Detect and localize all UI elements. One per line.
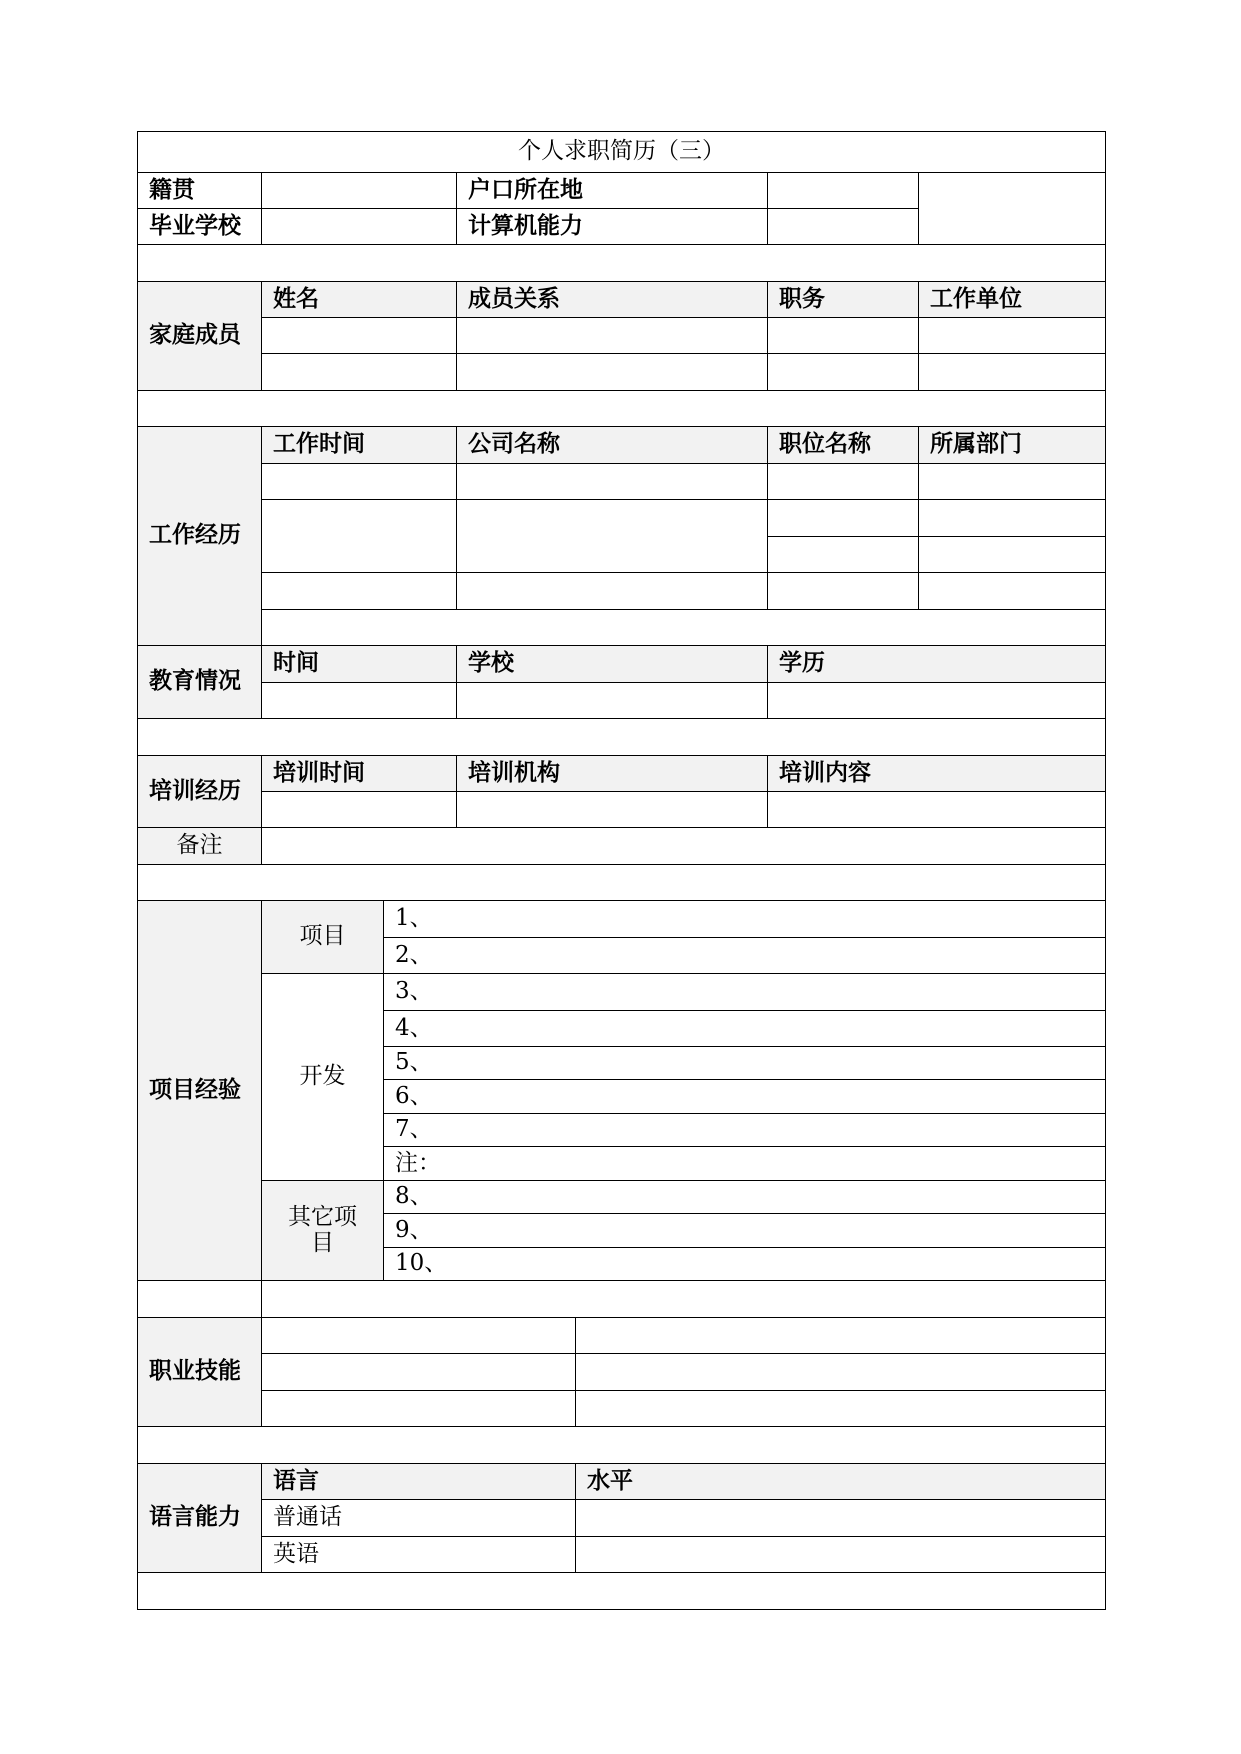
work-header-title: 职位名称 (768, 427, 919, 464)
photo-box[interactable] (919, 173, 1106, 245)
work-cell[interactable] (768, 537, 919, 573)
work-cell[interactable] (262, 464, 457, 500)
work-cell[interactable] (262, 500, 457, 573)
project-note[interactable]: 注： (384, 1147, 1106, 1181)
family-header-position: 职务 (768, 282, 919, 318)
skill-cell[interactable] (576, 1318, 1106, 1354)
family-header-employer: 工作单位 (919, 282, 1106, 318)
family-cell[interactable] (919, 354, 1106, 391)
language-english: 英语 (262, 1537, 576, 1573)
computer-field[interactable] (768, 209, 919, 245)
project-item[interactable]: 3、 (384, 974, 1106, 1011)
family-header-relation: 成员关系 (457, 282, 768, 318)
work-cell[interactable] (457, 464, 768, 500)
language-mandarin: 普通话 (262, 1500, 576, 1537)
edu-cell[interactable] (457, 683, 768, 719)
work-header-dept: 所属部门 (919, 427, 1106, 464)
training-cell[interactable] (457, 792, 768, 828)
spacer-row (138, 719, 1106, 756)
spacer-row (138, 391, 1106, 427)
skill-cell[interactable] (262, 1354, 576, 1391)
project-item[interactable]: 7、 (384, 1114, 1106, 1147)
skill-cell[interactable] (576, 1354, 1106, 1391)
hukou-field[interactable] (768, 173, 919, 209)
native-place-label: 籍贯 (138, 173, 262, 209)
work-cell[interactable] (768, 573, 919, 610)
edu-header-degree: 学历 (768, 646, 1106, 683)
other-group-label (262, 1181, 384, 1281)
work-cell[interactable] (457, 573, 768, 610)
resume-table (137, 131, 1106, 1610)
training-header-time: 培训时间 (262, 756, 457, 792)
project-item[interactable]: 5、 (384, 1047, 1106, 1080)
edu-cell[interactable] (262, 683, 457, 719)
project-section-label: 项目经验 (138, 901, 262, 1281)
language-header: 语言 (262, 1464, 576, 1500)
work-cell[interactable] (919, 464, 1106, 500)
training-cell[interactable] (262, 792, 457, 828)
spacer-row (262, 610, 1106, 646)
dev-group-label: 开发 (262, 974, 384, 1181)
project-item[interactable]: 2、 (384, 938, 1106, 974)
project-item[interactable]: 1、 (384, 901, 1106, 938)
language-section-label: 语言能力 (138, 1464, 262, 1573)
work-section-label: 工作经历 (138, 427, 262, 646)
project-item[interactable]: 10、 (384, 1248, 1106, 1281)
work-cell[interactable] (768, 464, 919, 500)
remarks-field[interactable] (262, 828, 1106, 865)
spacer-cell (138, 1281, 262, 1318)
work-cell[interactable] (457, 500, 768, 573)
edu-cell[interactable] (768, 683, 1106, 719)
spacer-row (138, 1427, 1106, 1464)
language-level-field[interactable] (576, 1537, 1106, 1573)
project-item[interactable]: 9、 (384, 1214, 1106, 1248)
family-cell[interactable] (919, 318, 1106, 354)
form-title: 个人求职简历（三） (138, 132, 1106, 173)
project-item[interactable]: 8、 (384, 1181, 1106, 1214)
skill-cell[interactable] (262, 1391, 576, 1427)
family-cell[interactable] (457, 354, 768, 391)
skill-cell[interactable] (576, 1391, 1106, 1427)
work-cell[interactable] (919, 500, 1106, 537)
resume-form (137, 131, 1105, 1610)
work-cell[interactable] (262, 573, 457, 610)
project-item[interactable]: 4、 (384, 1011, 1106, 1047)
training-section-label: 培训经历 (138, 756, 262, 828)
remarks-label: 备注 (138, 828, 262, 865)
work-cell[interactable] (768, 500, 919, 537)
spacer-cell (262, 1281, 1106, 1318)
training-header-content: 培训内容 (768, 756, 1106, 792)
project-group-label: 项目 (262, 901, 384, 974)
project-item[interactable]: 6、 (384, 1080, 1106, 1114)
training-cell[interactable] (768, 792, 1106, 828)
school-field[interactable] (262, 209, 457, 245)
family-cell[interactable] (457, 318, 768, 354)
work-header-company: 公司名称 (457, 427, 768, 464)
family-header-name: 姓名 (262, 282, 457, 318)
family-cell[interactable] (768, 318, 919, 354)
family-cell[interactable] (262, 318, 457, 354)
skill-cell[interactable] (262, 1318, 576, 1354)
family-cell[interactable] (262, 354, 457, 391)
work-cell[interactable] (919, 573, 1106, 610)
level-header: 水平 (576, 1464, 1106, 1500)
computer-label: 计算机能力 (457, 209, 768, 245)
skills-section-label: 职业技能 (138, 1318, 262, 1427)
family-cell[interactable] (768, 354, 919, 391)
language-level-field[interactable] (576, 1500, 1106, 1537)
work-cell[interactable] (919, 537, 1106, 573)
work-header-time: 工作时间 (262, 427, 457, 464)
training-header-org: 培训机构 (457, 756, 768, 792)
spacer-row (138, 245, 1106, 282)
other-group-text: 其它项目 (288, 1204, 357, 1256)
spacer-row (138, 1573, 1106, 1610)
spacer-row (138, 865, 1106, 901)
school-label: 毕业学校 (138, 209, 262, 245)
native-place-field[interactable] (262, 173, 457, 209)
edu-header-school: 学校 (457, 646, 768, 683)
hukou-label: 户口所在地 (457, 173, 768, 209)
edu-header-time: 时间 (262, 646, 457, 683)
education-section-label: 教育情况 (138, 646, 262, 719)
family-section-label: 家庭成员 (138, 282, 262, 391)
